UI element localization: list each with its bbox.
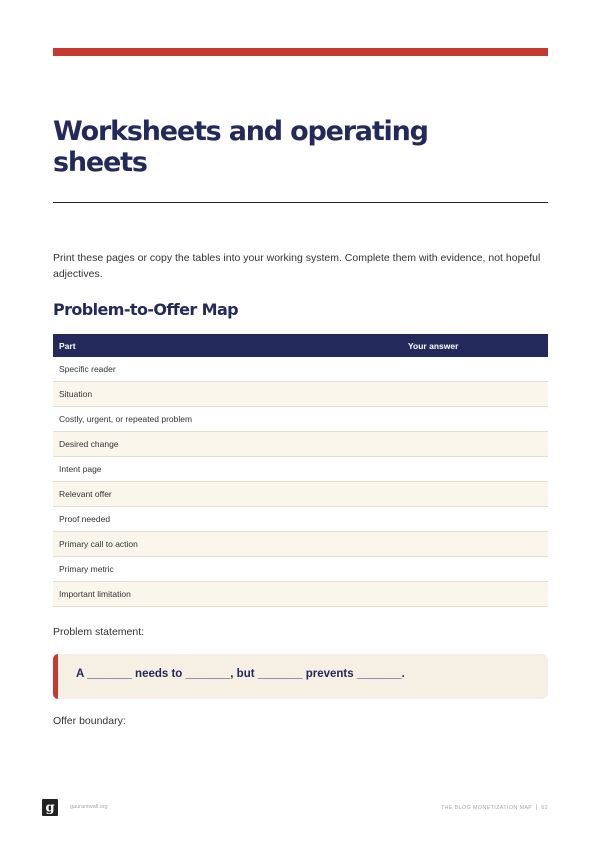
- page-title-line-2: sheets: [53, 147, 147, 178]
- footer-site: gaurantwall.org: [70, 804, 108, 810]
- row-answer-cell[interactable]: [402, 532, 548, 557]
- column-header-part: Part: [53, 334, 402, 357]
- page-number: 62: [541, 805, 548, 811]
- row-part-label: Proof needed: [53, 507, 402, 532]
- row-part-label: Desired change: [53, 432, 402, 457]
- table-row: [53, 557, 548, 582]
- table-row: [53, 382, 548, 407]
- table-row: [53, 457, 548, 482]
- problem-to-offer-table: [53, 334, 548, 607]
- row-answer-cell[interactable]: [402, 432, 548, 457]
- problem-statement-label: Problem statement:: [53, 626, 145, 638]
- problem-statement-template: A _______ needs to _______, but _______ prevents _______.: [76, 668, 405, 680]
- table-row: [53, 432, 548, 457]
- row-part-label: Intent page: [53, 457, 402, 482]
- row-part-label: Primary call to action: [53, 532, 402, 557]
- logo-letter: g: [45, 800, 55, 816]
- table-row: [53, 582, 548, 607]
- row-part-label: Relevant offer: [53, 482, 402, 507]
- row-answer-cell[interactable]: [402, 507, 548, 532]
- row-answer-cell[interactable]: [402, 357, 548, 382]
- row-answer-cell[interactable]: [402, 482, 548, 507]
- table-row: [53, 482, 548, 507]
- offer-boundary-label: Offer boundary:: [53, 715, 126, 727]
- section-heading: Problem-to-Offer Map: [53, 300, 239, 319]
- row-part-label: Important limitation: [53, 582, 402, 607]
- row-part-label: Specific reader: [53, 357, 402, 382]
- callout-accent-bar: [53, 654, 58, 699]
- table-header-row: [53, 334, 548, 357]
- row-part-label: Costly, urgent, or repeated problem: [53, 407, 402, 432]
- logo-icon: [42, 799, 58, 816]
- row-answer-cell[interactable]: [402, 557, 548, 582]
- title-divider: [53, 202, 548, 203]
- table-row: [53, 407, 548, 432]
- table-row: [53, 357, 548, 382]
- footer-right: [441, 804, 548, 811]
- row-answer-cell[interactable]: [402, 582, 548, 607]
- row-answer-cell[interactable]: [402, 382, 548, 407]
- row-part-label: Primary metric: [53, 557, 402, 582]
- table-row: [53, 532, 548, 557]
- page-title: [53, 116, 548, 178]
- page-title-line-1: Worksheets and operating: [53, 116, 428, 147]
- intro-paragraph: Print these pages or copy the tables into your working system. Complete them with evidence, not hopeful adjectives.: [53, 252, 541, 280]
- row-answer-cell[interactable]: [402, 407, 548, 432]
- footer-separator: [536, 804, 537, 810]
- footer-book-title: THE BLOG MONETIZATION MAP: [440, 805, 533, 811]
- row-part-label: Situation: [53, 382, 402, 407]
- top-accent-bar: [53, 48, 548, 56]
- table-row: [53, 507, 548, 532]
- problem-statement-callout: [53, 654, 548, 699]
- column-header-answer: Your answer: [402, 334, 548, 357]
- row-answer-cell[interactable]: [402, 457, 548, 482]
